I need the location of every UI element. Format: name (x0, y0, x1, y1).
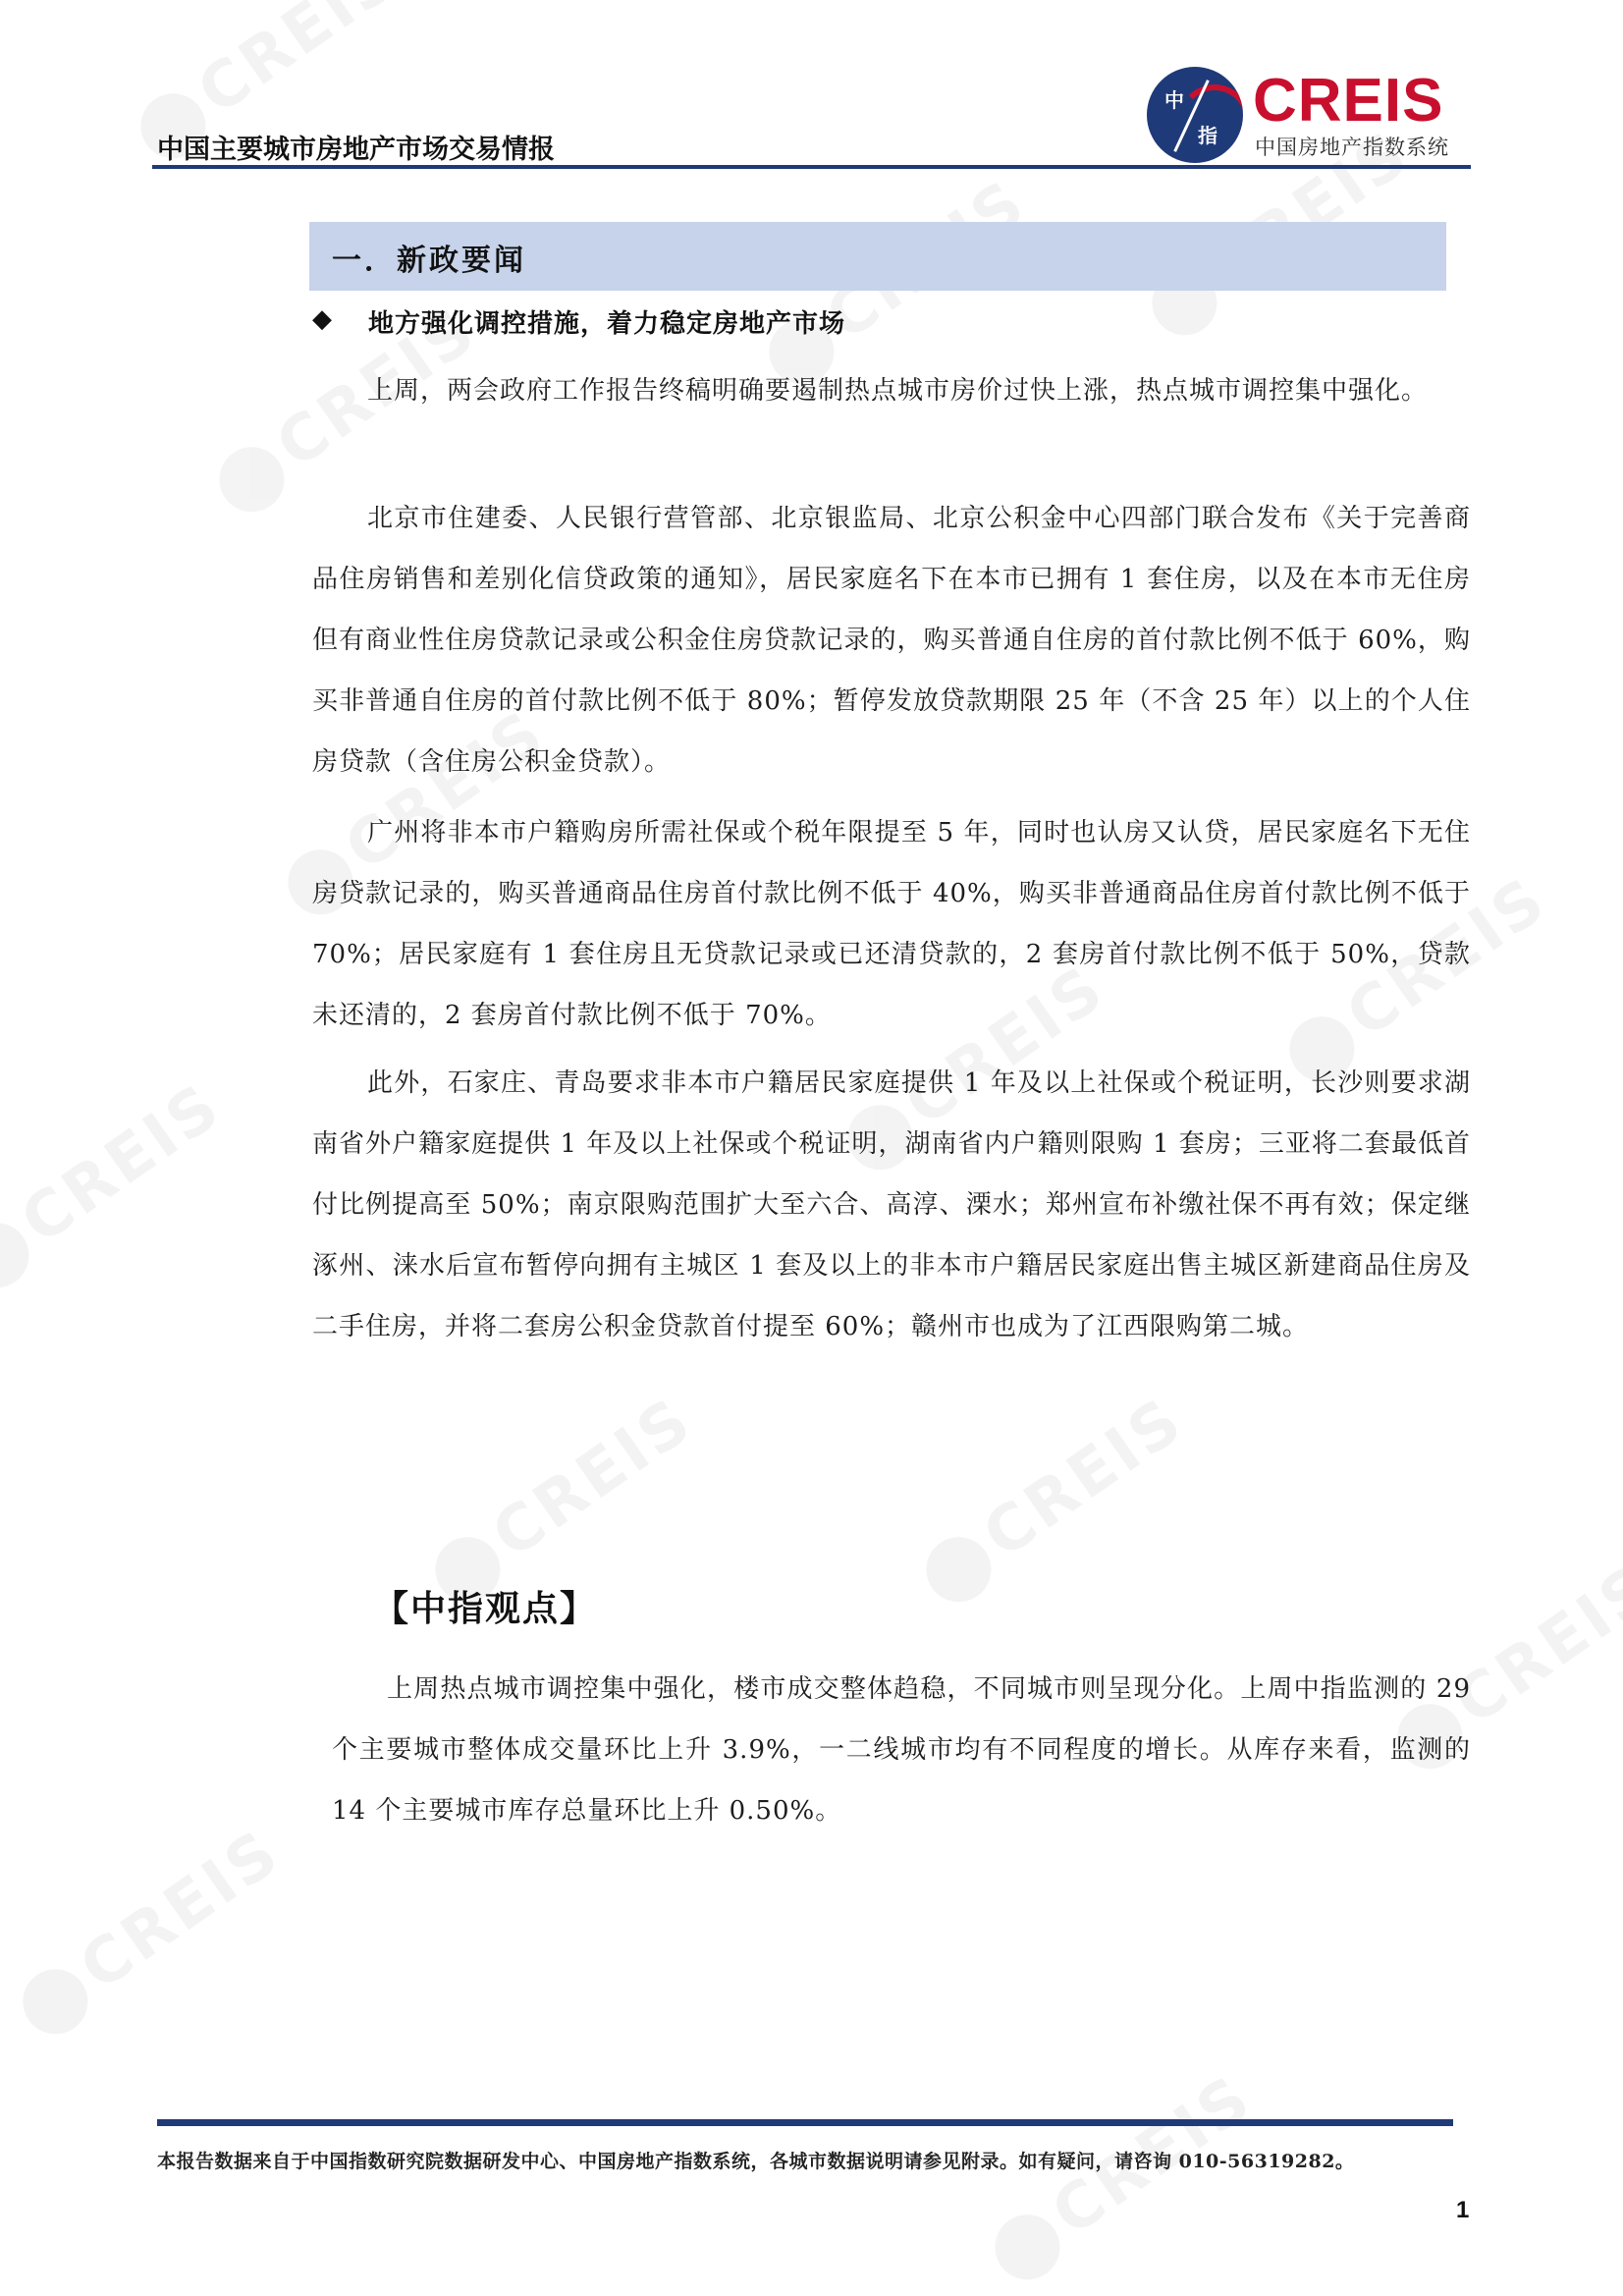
creis-logo (1147, 67, 1481, 165)
bullet-heading: 地方强化调控措施，着力稳定房地产市场 (368, 309, 846, 339)
page-number: 1 (1456, 2197, 1470, 2223)
watermark (6, 1816, 294, 2048)
watermark (909, 1384, 1197, 1615)
watermark (0, 1069, 235, 1301)
watermark (978, 2061, 1266, 2293)
paragraph: 此外，石家庄、青岛要求非本市户籍居民家庭提供 1 年及以上社保或个税证明，长沙则要求湖南省外户籍家庭提供 1 年及以上社保或个税证明，湖南省内户籍则限购 1 套房；三亚将二套最低首付比例提高至 50%；南京限购范围扩大至六合、高淳、溧水；郑州宣布补缴社保不再有效；保定继涿州、涞水后宣布暂停向拥有主城区 1 套及以上的非本市户籍居民家庭出售主城区新建商品住房及二手住房，并将二套房公积金贷款首付提至 60%；赣州市也成为了江西限购第二城。 (312, 1068, 1471, 1341)
logo-subtitle: 中国房地产指数系统 (1255, 136, 1449, 159)
opinion-paragraph: 上周热点城市调控集中强化，楼市成交整体趋稳，不同城市则呈现分化。上周中指监测的 29 个主要城市整体成交量环比上升 3.9%，一二线城市均有不同程度的增长。从库存来看，监测的 14 个主要城市库存总量环比上升 0.50%。 (332, 1674, 1471, 1826)
paragraph: 北京市住建委、人民银行营管部、北京银监局、北京公积金中心四部门联合发布《关于完善商品住房销售和差别化信贷政策的通知》，居民家庭名下在本市已拥有 1 套住房，以及在本市无住房但有商业性住房贷款记录或公积金住房贷款记录的，购买普通自住房的首付款比例不低于 60%，购买非普通自住房的首付款比例不低于 80%；暂停发放贷款期限 25 年（不含 25 年）以上的个人住房贷款（含住房公积金贷款）。 (312, 504, 1471, 777)
footer-note: 本报告数据来自于中国指数研究院数据研发中心、中国房地产指数系统，各城市数据说明请参见附录。如有疑问，请咨询 010-56319282。 (157, 2151, 1355, 2172)
opinion-title: 【中指观点】 (373, 1588, 598, 1629)
section-heading: 一．新政要闻 (332, 244, 526, 278)
logo-brand: CREIS (1253, 67, 1444, 135)
paragraph: 广州将非本市户籍购房所需社保或个税年限提至 5 年，同时也认房又认贷，居民家庭名下无住房贷款记录的，购买普通商品住房首付款比例不低于 40%，购买非普通商品住房首付款比例不低于 70%；居民家庭有 1 套住房且无贷款记录或已还清贷款的，2 套房首付款比例不低于 50%，贷款未还清的，2 套房首付款比例不低于 70%。 (312, 818, 1471, 1030)
paragraph: 上周，两会政府工作报告终稿明确要遏制热点城市房价过快上涨，热点城市调控集中强化。 (367, 376, 1429, 406)
report-title: 中国主要城市房地产市场交易情报 (157, 135, 555, 165)
logo-emblem-char-bottom: 指 (1198, 124, 1217, 147)
header-divider (152, 165, 1471, 169)
footer-divider (157, 2119, 1453, 2126)
logo-emblem-char-top: 中 (1164, 88, 1184, 112)
diamond-bullet-icon: ◆ (312, 304, 332, 334)
logo-emblem (1147, 67, 1243, 163)
